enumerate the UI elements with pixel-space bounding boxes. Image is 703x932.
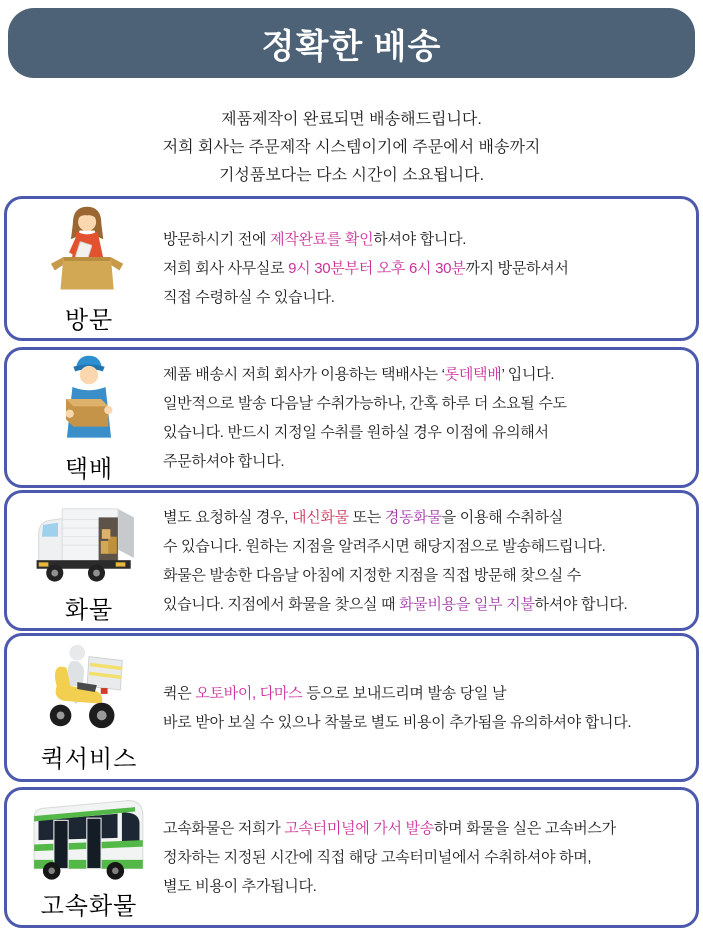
text-segment: 오토바이, 다마스 [195, 684, 303, 702]
delivery-card [4, 787, 699, 928]
express-bus-icon [27, 794, 151, 884]
card-text-line [163, 814, 682, 843]
delivery-card [4, 490, 699, 631]
delivery-card [4, 196, 699, 341]
text-segment: 있습니다. 지점에서 화물을 찾으실 때 [163, 595, 400, 613]
text-segment: 하며 화물을 실은 고속버스가 [433, 820, 616, 837]
card-text-line [163, 225, 682, 254]
card-text-line [163, 872, 682, 901]
card-text-line [163, 561, 682, 590]
text-segment: 대신화물 [292, 508, 349, 526]
text-segment: 화물비용을 일부 지불 [399, 595, 535, 613]
card-text [163, 679, 682, 737]
intro-line: 제품제작이 완료되면 배송해드립니다. [221, 111, 482, 128]
card-icon-column [15, 794, 163, 921]
card-text-line [163, 447, 682, 476]
delivery-scooter-icon [40, 641, 138, 737]
delivery-cards [4, 196, 699, 928]
card-text [163, 360, 682, 476]
card-label: 택배 [64, 456, 114, 483]
text-segment: 고속화물은 저희가 [163, 820, 285, 837]
text-segment: 정차하는 지정된 시간에 직접 해당 고속터미널에서 수취하셔야 하며, [163, 849, 592, 866]
intro-text [0, 106, 703, 190]
delivery-card [4, 633, 699, 782]
text-segment: 직접 수령하실 수 있습니다. [163, 289, 335, 306]
text-segment: 고속터미널에 가서 발송 [284, 820, 434, 837]
text-segment: 수 있습니다. 원하는 지점을 알려주시면 해당지점으로 발송해드립니다. [163, 537, 606, 555]
text-segment: 주문하셔야 합니다. [163, 452, 285, 470]
card-text [163, 814, 682, 901]
text-segment: 롯데택배 [444, 365, 502, 383]
card-text [163, 503, 682, 619]
text-segment: 별도 요청하실 경우, [163, 508, 292, 526]
card-text-line [163, 843, 682, 872]
text-segment: 제품 배송시 저희 회사가 이용하는 택배사는 ‘ [163, 365, 445, 383]
card-text [163, 225, 682, 312]
intro-line: 기성품보다는 다소 시간이 소요됩니다. [218, 167, 485, 184]
card-text-line [163, 679, 682, 708]
card-text-line [163, 389, 682, 418]
text-segment: 일반적으로 발송 다음날 수취가능하나, 간혹 하루 더 소요될 수도 [163, 394, 567, 412]
text-segment: 을 이용해 수취하실 [441, 508, 563, 526]
card-text-line [163, 283, 682, 312]
page-header [8, 8, 695, 78]
text-segment: 경동화물 [384, 508, 442, 526]
text-segment: 별도 비용이 추가됩니다. [163, 878, 317, 895]
cargo-truck-icon [28, 496, 150, 588]
card-icon-column [15, 203, 163, 335]
text-segment: 있습니다. 반드시 지정일 수취를 원하실 경우 이점에 유의해서 [163, 423, 549, 441]
card-icon-column [15, 641, 163, 774]
card-label: 방문 [64, 306, 114, 334]
card-label: 고속화물 [40, 893, 138, 920]
card-text-line [163, 503, 682, 532]
text-segment: 9시 30분부터 오후 6시 30분 [288, 260, 466, 277]
card-label: 퀵서비스 [40, 746, 138, 773]
intro-line: 저희 회사는 주문제작 시스템이기에 주문에서 배송까지 [162, 139, 541, 156]
card-text-line [163, 708, 682, 737]
text-segment: 저희 회사 사무실로 [163, 260, 289, 277]
text-segment: 하셔야 합니다. [373, 231, 467, 248]
text-segment: 방문하시기 전에 [163, 231, 271, 248]
card-icon-column [15, 496, 163, 625]
text-segment: 또는 [348, 508, 385, 526]
text-segment: 화물은 발송한 다음날 아침에 지정한 지점을 직접 방문해 찾으실 수 [163, 566, 581, 584]
text-segment: 퀵은 [163, 684, 196, 702]
card-icon-column [15, 351, 163, 484]
text-segment: 바로 받아 보실 수 있으나 착불로 별도 비용이 추가됨을 유의하셔야 합니다. [163, 713, 632, 731]
card-text-line [163, 360, 682, 389]
text-segment: ’ 입니다. [501, 365, 555, 383]
delivery-card [4, 347, 699, 488]
card-label: 화물 [64, 597, 114, 624]
text-segment: 하셔야 합니다. [534, 595, 628, 613]
page-title: 정확한 배송 [261, 27, 442, 66]
courier-man-icon [43, 351, 135, 447]
text-segment: 등으로 보내드리며 발송 당일 날 [302, 684, 507, 702]
card-text-line [163, 418, 682, 447]
card-text-line [163, 254, 682, 283]
woman-packing-box-icon [41, 203, 137, 298]
text-segment: 제작완료를 확인 [270, 231, 374, 248]
card-text-line [163, 590, 682, 619]
text-segment: 까지 방문하셔서 [465, 260, 569, 277]
card-text-line [163, 532, 682, 561]
